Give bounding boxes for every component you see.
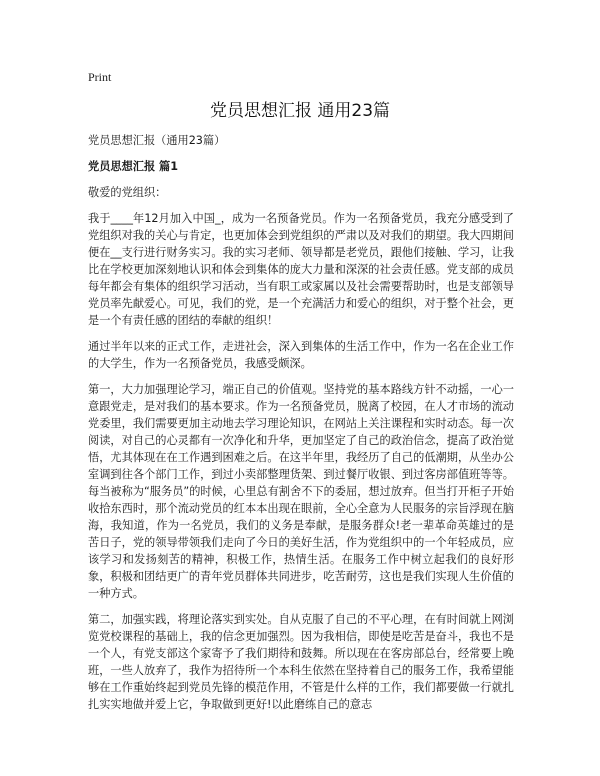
- greeting: 敬爱的党组织：: [88, 186, 167, 199]
- document-body: [88, 132, 514, 722]
- paragraph: 第二，加强实践，将理论落实到实处。自从克服了自己的不平心理，在有时间就上网浏览党校课程的基础上，我的信念更加强烈。因为我相信，即使是吃苦是奋斗，我也不是一个人，有党支部这个家寄予了我们期待和鼓舞。所以现在在客房部总台，经常要上晚班，一些人放弃了，我作为招待所一个本科生依然在坚持着自己的服务工作，我希望能够在工作重始终起到党员先锋的模范作用，不管是什么样的工作，我们都要做一行就扎扎实实地做并爱上它，争取做到更好!以此磨练自己的意志: [88, 613, 514, 711]
- paragraph: 通过半年以来的正式工作，走进社会，深入到集体的生活工作中，作为一名在企业工作的大学生，作为一名预备党员，我感受颇深。: [88, 340, 514, 370]
- paragraph: 第一，大力加强理论学习，端正自己的价值观。坚持党的基本路线方针不动摇，一心一意跟党走，是对我们的基本要求。作为一名预备党员，脱离了校园，在人才市场的流动党委里，我们需要更加主动地去学习理论知识，在网站上关注课程和实时动态。每一次阅读，对自己的心灵都有一次净化和升华，更加坚定了自己的政治信念，提高了政治觉悟，尤其体现在在工作遇到困难之后。在这半年里，我经历了自己的低潮期，从坐办公室调到往各个部门工作，到过小卖部整理货架、到过餐厅收银、到过客房部值班等等。每当被称为“服务员”的时候，心里总有割舍不下的委屈，想过放弃。但当打开柜子开始收拾东西时，那个流动党员的红本本出现在眼前，全心全意为人民服务的宗旨浮现在脑海，我知道，作为一名党员，我们的义务是奉献，是服务群众!老一辈革命英雄过的是苦日子，党的领导带领我们走向了今日的美好生活，作为党组织中的一个年轻成员，应该学习和发扬刻苦的精神，积极工作，热情生活。在服务工作中树立起我们的良好形象，积极和团结更广的青年党员群体共同进步，吃苦耐劳，这也是我们实现人生价值的一种方式。: [88, 383, 514, 600]
- document-subtitle: 党员思想汇报（通用23篇）: [88, 134, 226, 147]
- paragraph: 我于____年12月加入中国_，成为一名预备党员。作为一名预备党员，我充分感受到了党组织对我的关心与肯定，也更加体会到党组织的严肃以及对我们的期望。我大四期间便在__支行进行财务实习。我的实习老师、领导都是老党员，跟他们接触、学习，让我比在学校更加深刻地认识和体会到集体的庞大力量和深深的社会责任感。党支部的成员每年都会有集体的组织学习活动，当有职工或家属以及社会需要帮助时，也是支部领导党员率先献爱心。可见，我们的党，是一个充满活力和爱心的组织，对于整个社会，更是一个有责任感的团结的奉献的组织！: [88, 212, 514, 327]
- document-title: 党员思想汇报 通用23篇: [209, 101, 391, 121]
- print-link[interactable]: Print: [88, 70, 112, 84]
- section-heading: 党员思想汇报 篇1: [88, 160, 178, 173]
